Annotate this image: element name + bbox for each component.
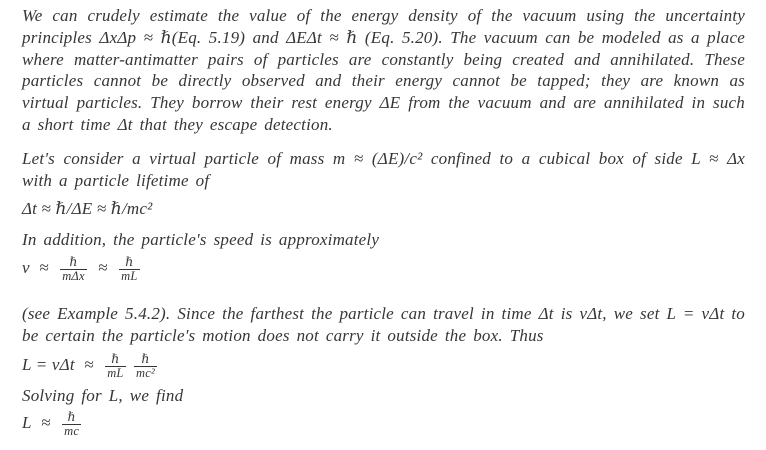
fraction-numerator: ℏ xyxy=(69,255,78,270)
paragraph-speed-intro: In addition, the particle's speed is approximately xyxy=(22,230,380,250)
paragraph-box-constraint: (see Example 5.4.2). Since the farthest the particle can travel in time Δt is vΔt, we set L = vΔt to be certain the particle's motion does not carry it outside the box. Thus xyxy=(22,304,745,346)
fraction-hbar-over-mc xyxy=(62,411,81,438)
fraction-denominator: mL xyxy=(107,366,124,381)
fraction-hbar-over-mc-squared xyxy=(134,353,157,380)
equation-L-result xyxy=(22,410,745,438)
equation-lifetime: Δt ≈ ℏ/ΔE ≈ ℏ/mc² xyxy=(22,199,153,219)
fraction-numerator: ℏ xyxy=(111,352,120,367)
fraction-numerator: ℏ xyxy=(125,255,134,270)
paragraph-vacuum-intro: We can crudely estimate the value of the energy density of the vacuum using the uncertainty principles ΔxΔp ≈ ℏ(Eq. 5.19) and ΔEΔt ≈ ℏ (Eq. 5.20). The vacuum can be modeled as a place where matter-antimatter pairs of particles are constantly being created and annihilated. These particles cannot be directly observed and their energy cannot be tapped; they are known as virtual particles. They borrow their rest energy ΔE from the vacuum and are annihilated in such a short time Δt that they escape detection. xyxy=(22,6,745,134)
approx-symbol: ≈ xyxy=(41,413,51,433)
paragraph-virtual-particle: Let's consider a virtual particle of mass m ≈ (ΔE)/c² confined to a cubical box of side L ≈ Δx with a particle lifetime of xyxy=(22,148,745,190)
equation-box-lhs: L = vΔt xyxy=(22,355,75,375)
fraction-numerator: ℏ xyxy=(141,352,150,367)
equation-speed xyxy=(22,255,745,283)
fraction-hbar-over-m-delta-x xyxy=(60,256,87,283)
fraction-hbar-over-mL xyxy=(105,353,125,380)
fraction-denominator: mc xyxy=(64,424,80,439)
paragraph-solving-for-L: Solving for L, we find xyxy=(22,386,184,406)
fraction-denominator: mc² xyxy=(136,366,155,381)
approx-symbol: ≈ xyxy=(39,258,49,278)
fraction-denominator: mΔx xyxy=(62,269,85,284)
approx-symbol: ≈ xyxy=(84,355,94,375)
equation-result-lhs: L xyxy=(22,413,32,433)
fraction-hbar-over-mL xyxy=(119,256,139,283)
fraction-numerator: ℏ xyxy=(67,410,76,425)
equation-L-equals-v-delta-t xyxy=(22,352,745,380)
fraction-denominator: mL xyxy=(121,269,138,284)
equation-speed-lhs: v xyxy=(22,258,30,278)
approx-symbol: ≈ xyxy=(98,258,108,278)
